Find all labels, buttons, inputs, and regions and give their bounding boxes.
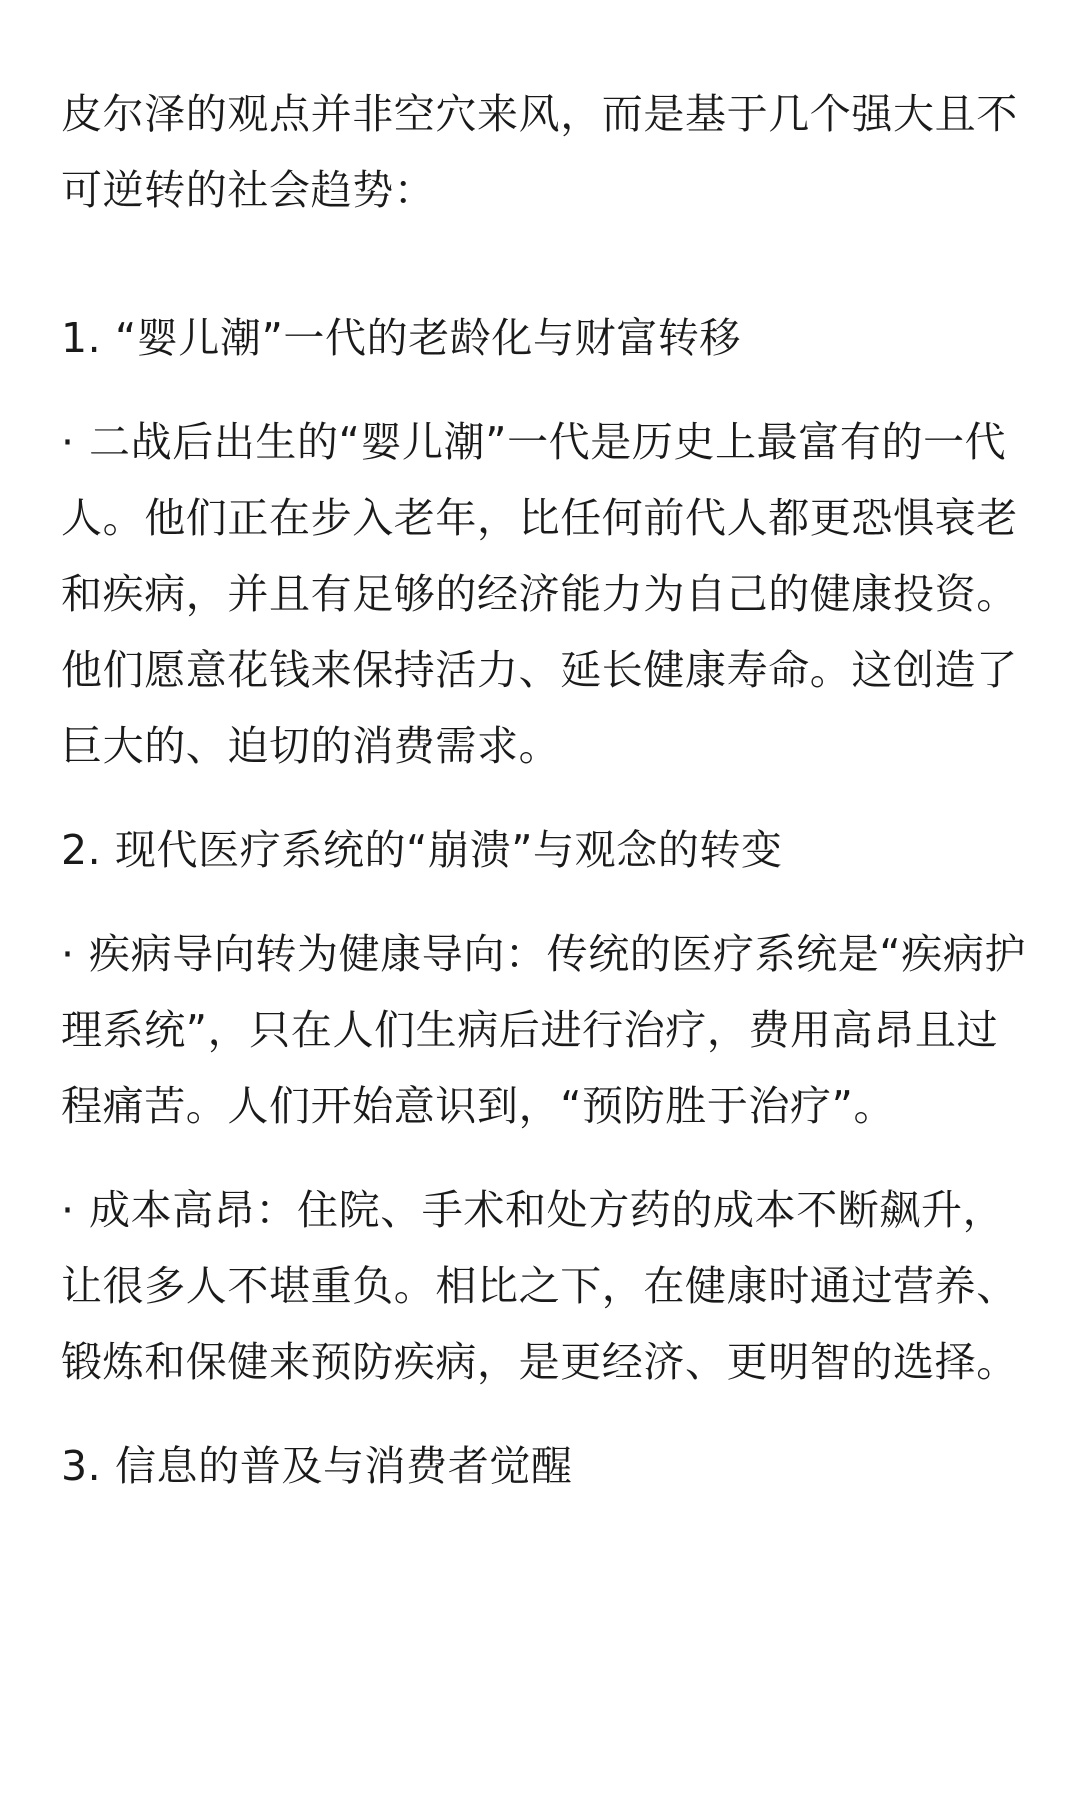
section-2-bullet-1	[61, 916, 1027, 1144]
bullet-dot: ·	[61, 418, 75, 466]
section-heading-1: 1. “婴儿潮”一代的老龄化与财富转移	[61, 314, 742, 362]
section-heading-3: 3. 信息的普及与消费者觉醒	[61, 1442, 573, 1490]
section-2-bullet-2	[61, 1172, 1027, 1400]
section-1-bullet-1	[61, 404, 1027, 784]
bullet-text: 疾病导向转为健康导向：传统的医疗系统是“疾病护理系统”，只在人们生病后进行治疗，费用高昂且过程痛苦。人们开始意识到，“预防胜于治疗”。	[61, 930, 1027, 1130]
bullet-text: 二战后出生的“婴儿潮”一代是历史上最富有的一代人。他们正在步入老年，比任何前代人都更恐惧衰老和疾病，并且有足够的经济能力为自己的健康投资。他们愿意花钱来保持活力、延长健康寿命。这创造了巨大的、迫切的消费需求。	[61, 418, 1018, 770]
bullet-dot: ·	[61, 1186, 75, 1234]
article-body	[61, 76, 1027, 1532]
bullet-dot: ·	[61, 930, 75, 978]
section-heading-2: 2. 现代医疗系统的“崩溃”与观念的转变	[61, 826, 783, 874]
bullet-text: 成本高昂：住院、手术和处方药的成本不断飙升，让很多人不堪重负。相比之下，在健康时通过营养、锻炼和保健来预防疾病，是更经济、更明智的选择。	[61, 1186, 1018, 1386]
intro-paragraph: 皮尔泽的观点并非空穴来风，而是基于几个强大且不可逆转的社会趋势：	[61, 90, 1018, 214]
